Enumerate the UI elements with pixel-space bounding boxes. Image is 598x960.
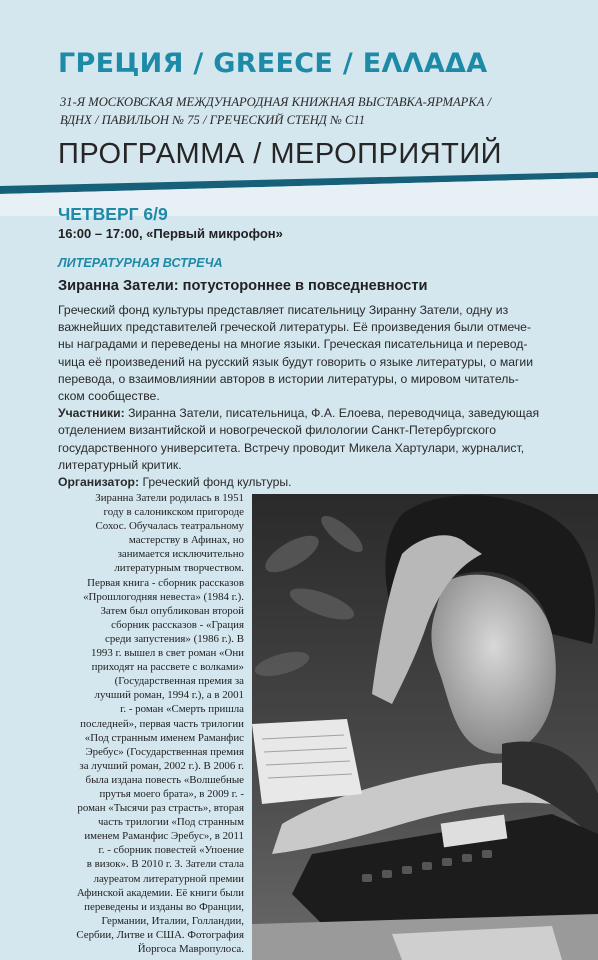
bio-line: именем Раманфис Эребус», в 2011: [84, 830, 244, 843]
description-line: перевода, о взаимовлиянии авторов в истории литературы, о мировом читатель-: [58, 371, 519, 386]
venue-line-1: 31-Я МОСКОВСКАЯ МЕЖДУНАРОДНАЯ КНИЖНАЯ ВЫСТАВКА-ЯРМАРКА /: [60, 95, 492, 109]
bio-line: прутья моего брата», в 2009 г. -: [99, 787, 244, 800]
participants-line: отделением византийской и новогреческой филологии Санкт-Петербургского: [58, 423, 497, 438]
bio-line: Германии, Италии, Голландии,: [101, 914, 244, 927]
bio-line: была издана повесть «Волшебные: [85, 773, 244, 786]
bio-line: Сербии, Литве и США. Фотография: [76, 928, 244, 941]
bio-line: Сохос. Обучалась театральному: [95, 520, 244, 533]
bio-line: (Государственная премия за: [114, 675, 244, 688]
program-heading: ПРОГРАММА / МЕРОПРИЯТИЙ: [58, 138, 503, 170]
participants-line: литературный критик.: [58, 457, 182, 472]
event-time: 16:00 – 17:00, «Первый микрофон»: [58, 226, 283, 241]
event-venue: [60, 94, 580, 129]
bio-line: сборник рассказов - «Грация: [111, 618, 244, 631]
event-description: [58, 302, 588, 491]
bio-line: в визок». В 2010 г. З. Затели стала: [86, 858, 244, 871]
organizer-line: [58, 474, 588, 491]
description-line: Греческий фонд культуры представляет писательницу Зиранну Затели, одну из: [58, 303, 509, 317]
bio-line: году в салоникском пригороде: [103, 506, 244, 519]
organizer-text: Греческий фонд культуры.: [139, 475, 292, 490]
venue-line-2: ВДНХ / ПАВИЛЬОН № 75 / ГРЕЧЕСКИЙ СТЕНД № С11: [60, 112, 366, 127]
bio-line: Первая книга - сборник рассказов: [87, 576, 244, 589]
bio-line: Йоргоса Мавропулоса.: [137, 943, 244, 955]
bio-line: г. - сборник повестей «Упоение: [98, 844, 244, 857]
bio-line: за лучший роман, 2002 г.). В 2006 г.: [79, 759, 244, 772]
description-line: важнейших представителей греческой литературы. Её произведения были отмече-: [58, 320, 532, 335]
author-biography: [60, 491, 244, 956]
bio-line: среди запустения» (1986 г.). В: [104, 632, 244, 645]
bio-line: Эребус» (Государственная премия: [85, 745, 244, 758]
bio-line: лауреатом литературной премии: [93, 872, 244, 885]
bio-line: последней», первая часть трилогии: [80, 717, 244, 730]
bio-line: 1993 г. вышел в свет роман «Они: [91, 647, 244, 660]
bio-line: приходят на рассвете с волками»: [91, 661, 244, 674]
bio-line: литературным творчеством.: [114, 562, 244, 575]
author-portrait-photo: [252, 494, 598, 960]
description-line: чица её произведений на русский язык будут говорить о языке литературы, о магии: [58, 354, 534, 369]
organizer-label: Организатор:: [58, 475, 140, 490]
bio-line: занимается исключительно: [117, 548, 244, 561]
description-line: ны наградами и переведены на многие языки. Греческая писательница и перевод-: [58, 337, 528, 352]
event-title: Зиранна Затели: потустороннее в повседневности: [58, 278, 428, 294]
participants-text: Зиранна Затели, писательница, Ф.А. Елоева, переводчица, заведующая: [124, 406, 540, 421]
portrait-photo-icon: [252, 494, 598, 960]
bio-line: Афинской академии. Её книги были: [76, 886, 244, 899]
page-title: ГРЕЦИЯ / GREECE / ΕΛΛΑΔΑ: [58, 48, 488, 79]
event-type: ЛИТЕРАТУРНАЯ ВСТРЕЧА: [58, 256, 223, 270]
bio-line: лучший роман, 1994 г.), а в 2001: [94, 689, 244, 702]
bio-line: «Под странным именем Раманфис: [84, 731, 244, 744]
participants-label: Участники:: [58, 406, 125, 421]
bio-line: роман «Тысячи раз страсть», вторая: [77, 802, 244, 815]
description-line: ском сообществе.: [58, 389, 160, 404]
participants-line: государственного университета. Встречу проводит Микела Хартулари, журналист,: [58, 440, 525, 455]
participants-line: [58, 405, 588, 422]
bio-line: Зиранна Затели родилась в 1951: [95, 492, 244, 504]
bio-line: г. - роман «Смерть пришла: [120, 703, 244, 716]
event-day: ЧЕТВЕРГ 6/9: [58, 204, 168, 224]
bio-line: «Прошлогодняя невеста» (1984 г.).: [83, 590, 244, 603]
bio-line: переведены и изданы во Франции,: [84, 900, 244, 913]
bio-line: часть трилогии «Под странным: [97, 816, 244, 829]
bio-line: мастерству в Афинах, но: [128, 534, 244, 547]
bio-line: Затем был опубликован второй: [100, 604, 244, 617]
